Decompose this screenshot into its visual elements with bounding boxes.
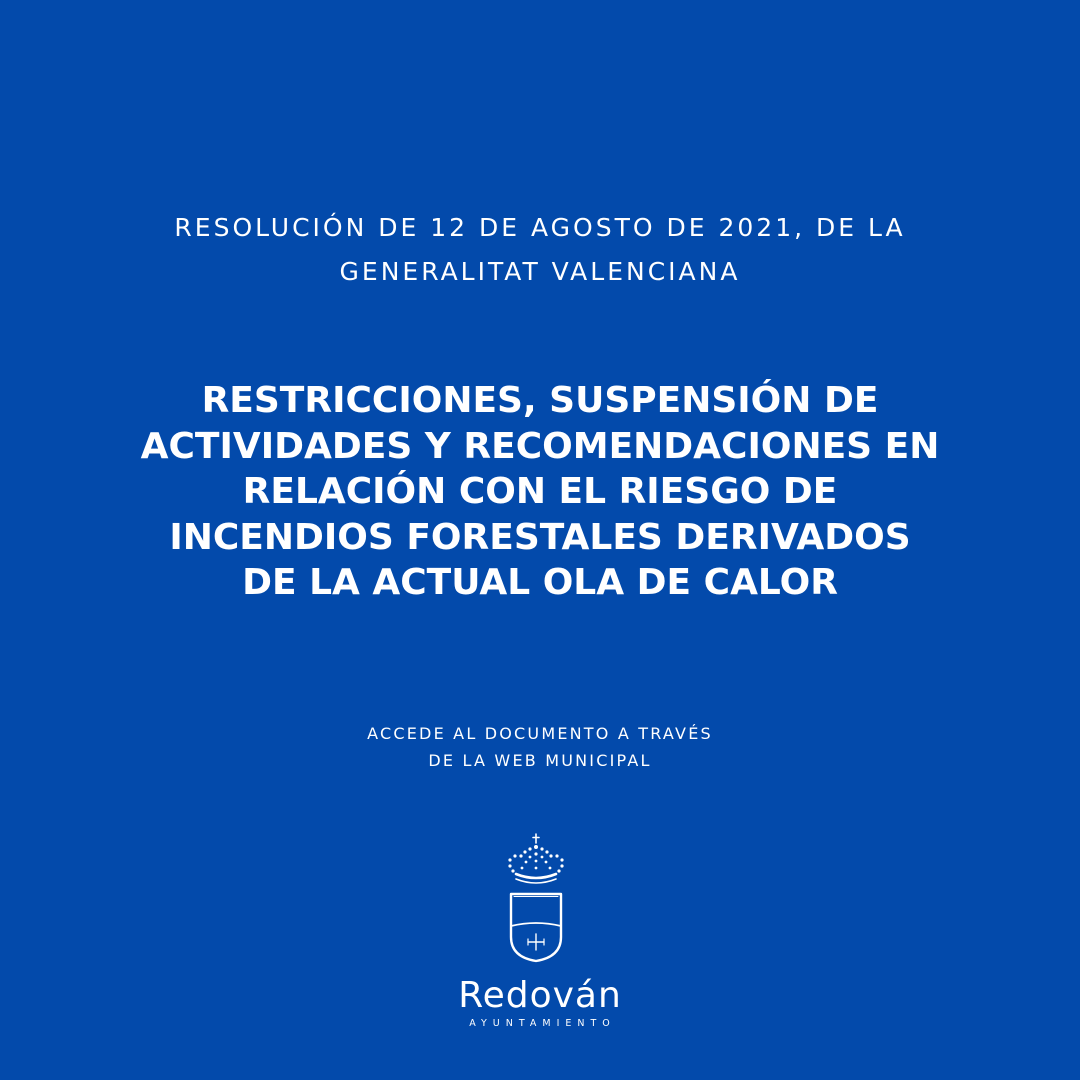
subtitle-line: GENERALITAT VALENCIANA (339, 257, 741, 286)
crowned-shield-crest-icon (502, 830, 578, 970)
headline-line: RELACIÓN CON EL RIESGO DE (242, 471, 838, 512)
subtitle-line: RESOLUCIÓN DE 12 DE AGOSTO DE 2021, DE LA (174, 213, 906, 242)
resolution-subtitle (0, 206, 1080, 294)
headline-line: ACTIVIDADES Y RECOMENDACIONES EN (140, 425, 940, 467)
headline-line: DE LA ACTUAL OLA DE CALOR (242, 562, 838, 603)
headline-line: INCENDIOS FORESTALES DERIVADOS (169, 516, 911, 558)
logo-town-name: Redován (458, 975, 622, 1016)
call-to-action (0, 720, 1080, 774)
cta-line: DE LA WEB MUNICIPAL (428, 751, 652, 770)
logo-subname: AYUNTAMIENTO (469, 1018, 616, 1029)
cta-line: ACCEDE AL DOCUMENTO A TRAVÉS (367, 724, 713, 743)
headline-line: RESTRICCIONES, SUSPENSIÓN DE (201, 380, 879, 421)
announcement-headline (0, 378, 1080, 606)
municipal-logo (440, 830, 640, 1030)
